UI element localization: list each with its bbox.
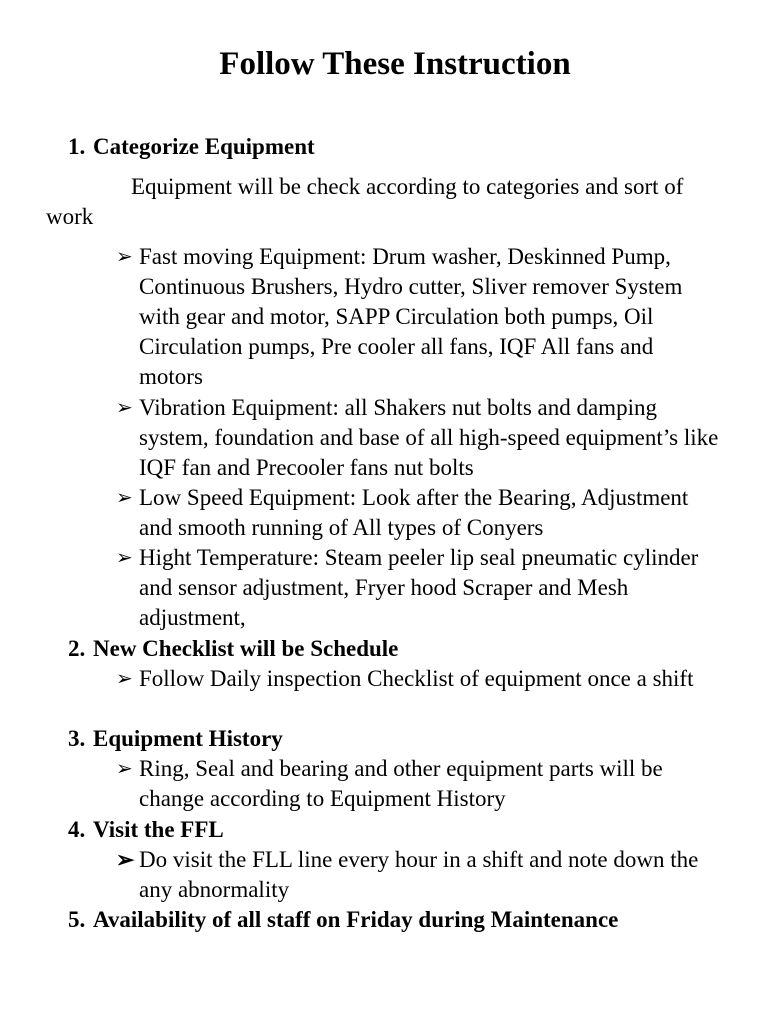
bullet-text: Low Speed Equipment: Look after the Bearing, Adjustment and smooth running of All types of Conyers <box>139 485 689 540</box>
section-number: 1. <box>68 134 86 159</box>
section-heading-text: Equipment History <box>93 726 283 751</box>
arrow-bullet-icon: ➢ <box>116 668 133 690</box>
arrow-bullet-icon: ➢ <box>116 758 133 780</box>
section-heading-text: Categorize Equipment <box>93 134 315 159</box>
document-title: Follow These Instruction <box>219 46 571 82</box>
section-heading-5 <box>68 905 618 935</box>
section-heading-2 <box>68 634 398 664</box>
arrow-bullet-icon: ➢ <box>116 246 133 268</box>
bullet-text: Do visit the FLL line every hour in a shift and note down the any abnormality <box>139 847 699 902</box>
bullet-text: Vibration Equipment: all Shakers nut bolts and damping system, foundation and base of all high-speed equipment’s like IQF fan and Precooler fans nut bolts <box>139 395 719 480</box>
arrow-bullet-icon: ➢ <box>116 397 133 419</box>
arrow-bullet-icon: ➢ <box>116 847 135 872</box>
arrow-bullet-icon: ➢ <box>116 487 133 509</box>
section-heading-text: New Checklist will be Schedule <box>93 636 399 661</box>
bullet-text: Hight Temperature: Steam peeler lip seal pneumatic cylinder and sensor adjustment, Fryer hood Scraper and Mesh adjustment, <box>139 545 699 630</box>
section-heading-1 <box>68 132 315 162</box>
bullet-item <box>116 845 722 905</box>
bullet-item <box>116 543 722 633</box>
section-number: 4. <box>68 817 86 842</box>
section-number: 5. <box>68 907 86 932</box>
bullet-text: Fast moving Equipment: Drum washer, Deskinned Pump, Continuous Brushers, Hydro cutter, Sliver remover System with gear and motor, SAPP Circulation both pumps, Oil Circulation pumps, Pre cooler all fans, IQF All fans and motors <box>139 244 683 389</box>
section-heading-3 <box>68 724 283 754</box>
bullet-item <box>116 242 722 392</box>
section-heading-text: Visit the FFL <box>93 817 224 842</box>
section-heading-text: Availability of all staff on Friday during Maintenance <box>93 907 619 932</box>
bullet-text: Follow Daily inspection Checklist of equipment once a shift <box>139 666 694 691</box>
section-number: 3. <box>68 726 86 751</box>
bullet-item <box>116 483 722 543</box>
section-intro-paragraph: Equipment will be check according to categories and sort of work <box>46 174 684 229</box>
bullet-item <box>116 754 722 814</box>
section-number: 2. <box>68 636 86 661</box>
section-heading-4 <box>68 815 224 845</box>
bullet-item <box>116 664 722 694</box>
arrow-bullet-icon: ➢ <box>116 547 133 569</box>
bullet-item <box>116 393 722 483</box>
bullet-text: Ring, Seal and bearing and other equipment parts will be change according to Equipment History <box>139 756 663 811</box>
